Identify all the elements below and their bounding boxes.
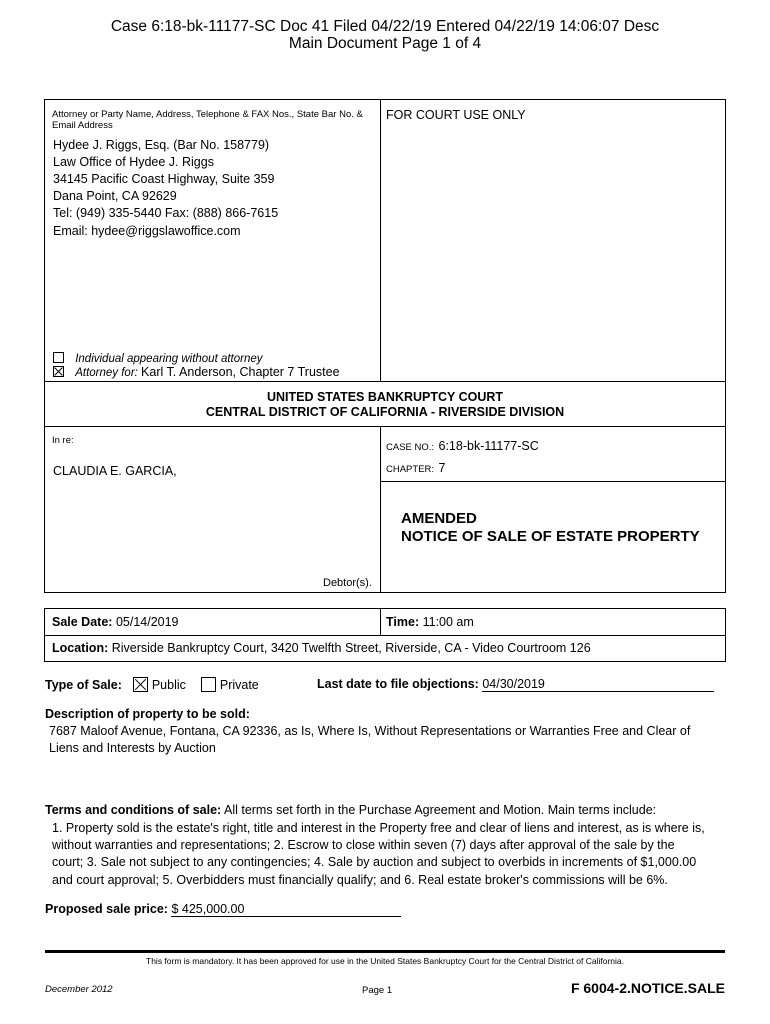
sale-details-divider xyxy=(44,635,726,636)
sale-location-value: Riverside Bankruptcy Court, 3420 Twelfth Street, Riverside, CA - Video Courtroom 126 xyxy=(111,641,591,655)
public-label: Public xyxy=(151,678,186,692)
terms-label: Terms and conditions of sale: xyxy=(45,803,222,817)
sale-time-label: Time: xyxy=(386,615,420,629)
in-re-label: In re: xyxy=(52,435,74,446)
attorney-for-checkbox[interactable] xyxy=(53,366,64,377)
case-header-line1: Case 6:18-bk-11177-SC Doc 41 Filed 04/22/19 Entered 04/22/19 14:06:07 Desc xyxy=(110,18,660,35)
terms-line1: All terms set forth in the Purchase Agreement and Motion. Main terms include: xyxy=(223,803,657,817)
sale-time-value: 11:00 am xyxy=(422,615,474,629)
objections-value: 04/30/2019 xyxy=(482,677,714,692)
case-no-label: CASE NO.: xyxy=(386,442,435,453)
attorney-line-5: Tel: (949) 335-5440 Fax: (888) 866-7615 xyxy=(53,206,279,220)
chapter-row xyxy=(386,459,445,477)
chapter-value: 7 xyxy=(438,461,446,475)
case-number-row xyxy=(386,437,539,455)
price-label: Proposed sale price: xyxy=(45,902,168,916)
individual-row xyxy=(53,352,263,365)
chapter-label: CHAPTER: xyxy=(386,464,435,475)
debtor-name: CLAUDIA E. GARCIA, xyxy=(53,464,177,478)
sale-time-row xyxy=(386,615,474,629)
attorney-line-3: 34145 Pacific Coast Highway, Suite 359 xyxy=(53,172,275,186)
footer-page: Page 1 xyxy=(362,985,393,996)
sale-time-divider xyxy=(380,608,381,635)
attorney-line-2: Law Office of Hydee J. Riggs xyxy=(53,155,214,169)
attorney-for-value: Karl T. Anderson, Chapter 7 Trustee xyxy=(141,365,340,379)
footer-mandatory: This form is mandatory. It has been approved for use in the United States Bankruptcy Court for the Central District of California. xyxy=(146,956,624,966)
attorney-for-label: Attorney for: xyxy=(75,367,138,379)
public-checkbox[interactable] xyxy=(133,677,148,692)
sale-location-label: Location: xyxy=(52,641,109,655)
private-label: Private xyxy=(219,678,259,692)
sale-date-row xyxy=(52,615,179,629)
type-of-sale-label: Type of Sale: xyxy=(45,678,122,692)
description-label: Description of property to be sold: xyxy=(45,707,250,721)
price-value: $ 425,000.00 xyxy=(171,902,401,917)
terms-line5: and court approval; 5. Overbidders must financially qualify; and 6. Real estate broker's commissions will be 6%. xyxy=(52,873,668,887)
terms-row xyxy=(45,803,656,817)
debtor-label: Debtor(s). xyxy=(323,577,372,589)
case-vertical-divider xyxy=(380,426,381,593)
sale-date-value: 05/14/2019 xyxy=(115,615,179,629)
attorney-line-4: Dana Point, CA 92629 xyxy=(53,189,177,203)
description-line1: 7687 Maloof Avenue, Fontana, CA 92336, as Is, Where Is, Without Representations or Warranties Free and Clear of xyxy=(49,724,691,738)
case-horizontal-divider xyxy=(380,481,726,482)
individual-label: Individual appearing without attorney xyxy=(75,353,263,365)
sale-location-row xyxy=(52,641,591,655)
objections-row xyxy=(317,677,714,692)
type-of-sale-row xyxy=(45,677,259,692)
court-district: CENTRAL DISTRICT OF CALIFORNIA - RIVERSIDE DIVISION xyxy=(205,405,565,419)
description-line2: Liens and Interests by Auction xyxy=(49,741,216,755)
case-no-value: 6:18-bk-11177-SC xyxy=(438,439,539,453)
sale-date-label: Sale Date: xyxy=(52,615,113,629)
individual-checkbox[interactable] xyxy=(53,352,64,363)
case-box xyxy=(44,426,726,593)
objections-label: Last date to file objections: xyxy=(317,677,479,691)
court-title-box xyxy=(44,381,726,427)
notice-amended: AMENDED xyxy=(401,510,477,527)
attorney-line-6: Email: hydee@riggslawoffice.com xyxy=(53,224,241,238)
terms-line4: court; 3. Sale not subject to any contingencies; 4. Sale by auction and subject to overbids in increments of $1,000.00 xyxy=(52,855,697,869)
footer-rule xyxy=(45,950,725,953)
price-row xyxy=(45,902,401,917)
attorney-label: Attorney or Party Name, Address, Telephone & FAX Nos., State Bar No. & Email Address xyxy=(52,109,363,131)
case-header-line2: Main Document Page 1 of 4 xyxy=(288,35,482,52)
court-use-label: FOR COURT USE ONLY xyxy=(386,108,526,122)
terms-line3: without warranties and representations; 2. Escrow to close within seven (7) days after approval of the sale by the xyxy=(52,838,675,852)
attorney-for-row xyxy=(53,365,340,379)
terms-line2: 1. Property sold is the estate's right, title and interest in the Property free and clear of liens and interest, as is where is, xyxy=(52,821,705,835)
vertical-divider xyxy=(380,99,381,382)
court-name: UNITED STATES BANKRUPTCY COURT xyxy=(266,390,504,404)
attorney-line-1: Hydee J. Riggs, Esq. (Bar No. 158779) xyxy=(53,138,270,152)
footer-date: December 2012 xyxy=(45,984,113,995)
notice-title: NOTICE OF SALE OF ESTATE PROPERTY xyxy=(401,528,700,545)
private-checkbox[interactable] xyxy=(201,677,216,692)
footer-form-id: F 6004-2.NOTICE.SALE xyxy=(570,980,725,996)
